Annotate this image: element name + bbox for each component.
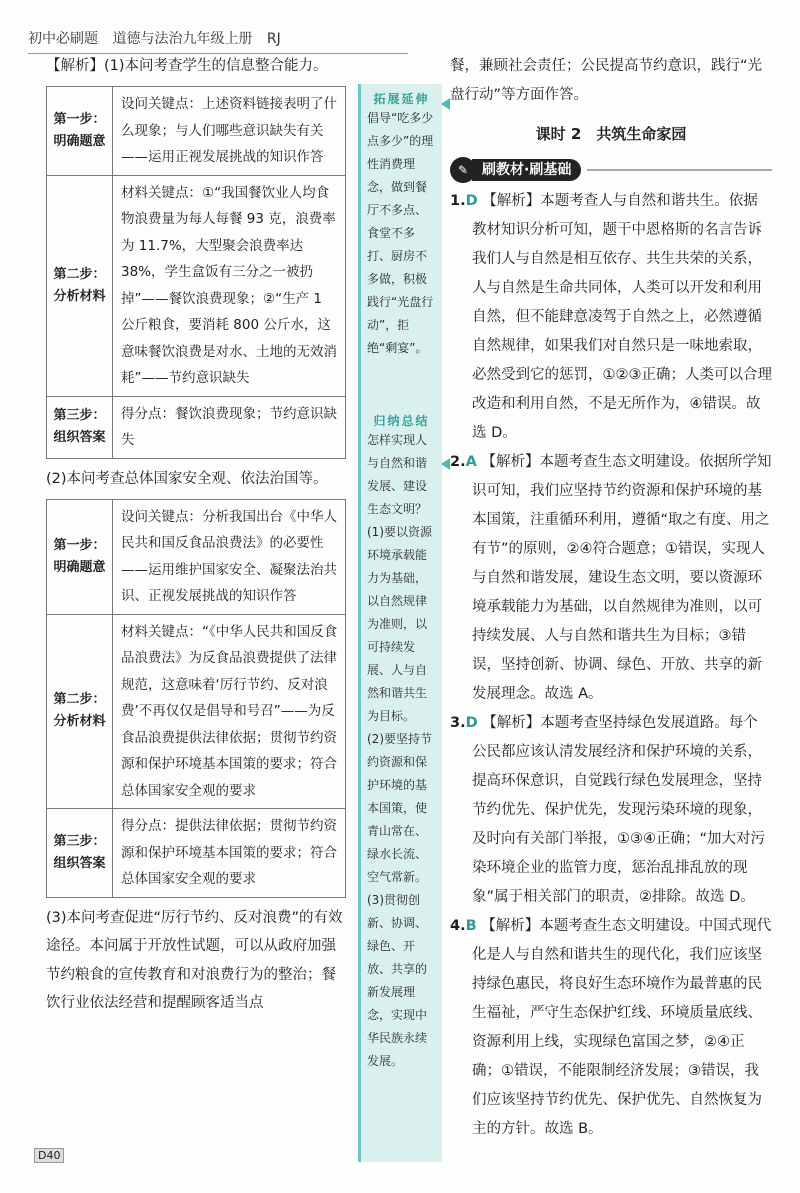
question-explanation: 【解析】本题考查生态文明建设。依据所学知识可知，我们应坚持节约资源和保护环境的基本国策，注重循环利用，遵循“取之有度、用之有节”的原则，②④符合题意；①错误，实现人与自然和谐发展，建设生态文明，要以资源环境承载能力为基础，以自然规律为准则，以可持续发展、人与自然和谐共生为目标；③错误，坚持创新、协调、绿色、开放、共享的新发展理念。故选 A。: [472, 454, 772, 702]
series-name: 初中必刷题: [28, 31, 98, 47]
q3-text: (3)本问考查促进“厉行节约、反对浪费”的有效途径。本问属于开放性试题，可以从政府加强节约粮食的宣传教育和对浪费行为的整治；餐饮行业依法经营和提醒顾客适当点: [46, 909, 343, 1011]
step-label: 第一步：明确题意: [47, 499, 113, 614]
table-row: [47, 87, 346, 176]
question-number: 2.: [450, 454, 466, 470]
step-label: 第三步：组织答案: [47, 396, 113, 458]
summary-point-3: (3)贯彻创新、协调、绿色、开放、共享的新发展理念，实现中华民族永续发展。: [367, 893, 428, 1068]
table-row: [47, 614, 346, 809]
step-text: 材料关键点：①“我国餐饮业人均食物浪费量为每人每餐 93 克，浪费率为 11.7%，大型聚会浪费率达 38%，学生盒饭有三分之一被扔掉”——餐饮浪费现象；②“生产 1 公斤粮食，要消耗 800 公斤水，这意味餐饮浪费是对水、土地的无效消耗”——节约意识缺失: [113, 175, 346, 396]
q2-intro: (2)本问考查总体国家安全观、依法治国等。: [46, 470, 328, 487]
analysis-table-1: [46, 86, 346, 459]
question-item: [450, 912, 772, 1144]
summary-question: 怎样实现人与自然和谐发展、建设生态文明？: [367, 433, 428, 516]
arrow-icon: [441, 98, 450, 110]
question-explanation: 【解析】本题考查人与自然和谐共生。依据教材知识分析可知，题干中恩格斯的名言告诉我们人与自然是相互依存、共生共荣的关系，人与自然是生命共同体，人类可以开发和利用自然，但不能肆意凌驾于自然之上，必然遵循自然规律，如果我们对自然只是一味地索取，必然受到它的惩罚，①②③正确；人类可以合理改造和利用自然，不是无所作为，④错误。故选 D。: [472, 193, 772, 441]
section-banner: [450, 157, 772, 183]
banner-title: 刷教材·刷基础: [472, 159, 581, 181]
summary-point-2: (2)要坚持节约资源和保护环境的基本国策，使青山常在、绿水长流、空气常新。: [367, 732, 432, 884]
q1-intro: 【解析】(1)本问考查学生的信息整合能力。: [46, 58, 328, 74]
question-explanation: 【解析】本题考查坚持绿色发展道路。每个公民都应该认清发展经济和保护环境的关系，提高环保意识，自觉践行绿色发展理念，坚持节约优先、保护优先，发现污染环境的现象，及时向有关部门举报，①③④正确；“加大对污染环境企业的监管力度，惩治乱排乱放的现象”属于相关部门的职责，②排除。故选 D。: [472, 715, 766, 905]
step-text: 材料关键点：“《中华人民共和国反食品浪费法》为反食品浪费提供了法律规范，这意味着‘厉行节约、反对浪费’不再仅仅是倡导和号召”——为反食品浪费提供法律依据；贯彻节约资源和保护环境基本国策的要求；符合总体国家安全观的要求: [113, 614, 346, 809]
answer-letter: A: [465, 454, 477, 470]
step-label: 第二步：分析材料: [47, 614, 113, 809]
table-row: [47, 175, 346, 396]
page-header: [28, 28, 408, 54]
analysis-table-2: [46, 499, 346, 898]
table-row: [47, 396, 346, 458]
question-item: [450, 448, 772, 709]
question-number: 1.: [450, 193, 466, 209]
q3-continuation: 餐，兼顾社会责任；公民提高节约意识，践行“光盘行动”等方面作答。: [450, 58, 763, 103]
left-column: [46, 52, 346, 1018]
answer-letter: B: [465, 918, 477, 934]
step-text: 设问关键点：上述资料链接表明了什么现象；与人们哪些意识缺失有关——运用正视发展挑战的知识作答: [113, 87, 346, 176]
page-number: D40: [34, 1148, 64, 1163]
right-column: [450, 52, 772, 1144]
question-number: 4.: [450, 918, 466, 934]
pen-icon: ✎: [450, 157, 476, 183]
sidebar-notes: [358, 84, 442, 1162]
banner-divider: [587, 169, 772, 171]
table-row: [47, 499, 346, 614]
answer-letter: D: [465, 715, 478, 731]
table-row: [47, 809, 346, 898]
summary-title: 归纳总结: [373, 414, 430, 428]
step-text: 设问关键点：分析我国出台《中华人民共和国反食品浪费法》的必要性——运用维护国家安全、凝聚法治共识、正视发展挑战的知识作答: [113, 499, 346, 614]
question-explanation: 【解析】本题考查生态文明建设。中国式现代化是人与自然和谐共生的现代化，我们应该坚持绿色惠民，将良好生态环境作为最普惠的民生福祉，严守生态保护红线、环境质量底线、资源利用上线，实现绿色富国之梦，②④正确；①错误，不能限制经济发展；③错误，我们应该坚持节约优先、保护优先、自然恢复为主的方针。故选 B。: [472, 918, 772, 1137]
step-label: 第三步：组织答案: [47, 809, 113, 898]
lesson-title: 课时 2 共筑生命家园: [535, 125, 687, 143]
step-label: 第二步：分析材料: [47, 175, 113, 396]
arrow-icon: [441, 458, 450, 470]
summary-point-1: (1)要以资源环境承载能力为基础，以自然规律为准则，以可持续发展、人与自然和谐共生为目标。: [367, 525, 432, 723]
edition-label: RJ: [266, 31, 281, 47]
question-number: 3.: [450, 715, 466, 731]
step-label: 第一步：明确题意: [47, 87, 113, 176]
answer-letter: D: [465, 193, 478, 209]
question-item: [450, 709, 772, 912]
step-text: 得分点：餐饮浪费现象；节约意识缺失: [113, 396, 346, 458]
step-text: 得分点：提供法律依据；贯彻节约资源和保护环境基本国策的要求；符合总体国家安全观的要求: [113, 809, 346, 898]
question-item: [450, 187, 772, 448]
subject-name: 道德与法治九年级上册: [112, 31, 253, 47]
extension-title: 拓展延伸: [373, 92, 430, 106]
extension-text: 倡导“吃多少点多少”的理性消费理念，做到餐厅不多点、食堂不多打、厨房不多做，积极践行“光盘行动”，拒绝“剩宴”。: [367, 111, 434, 355]
